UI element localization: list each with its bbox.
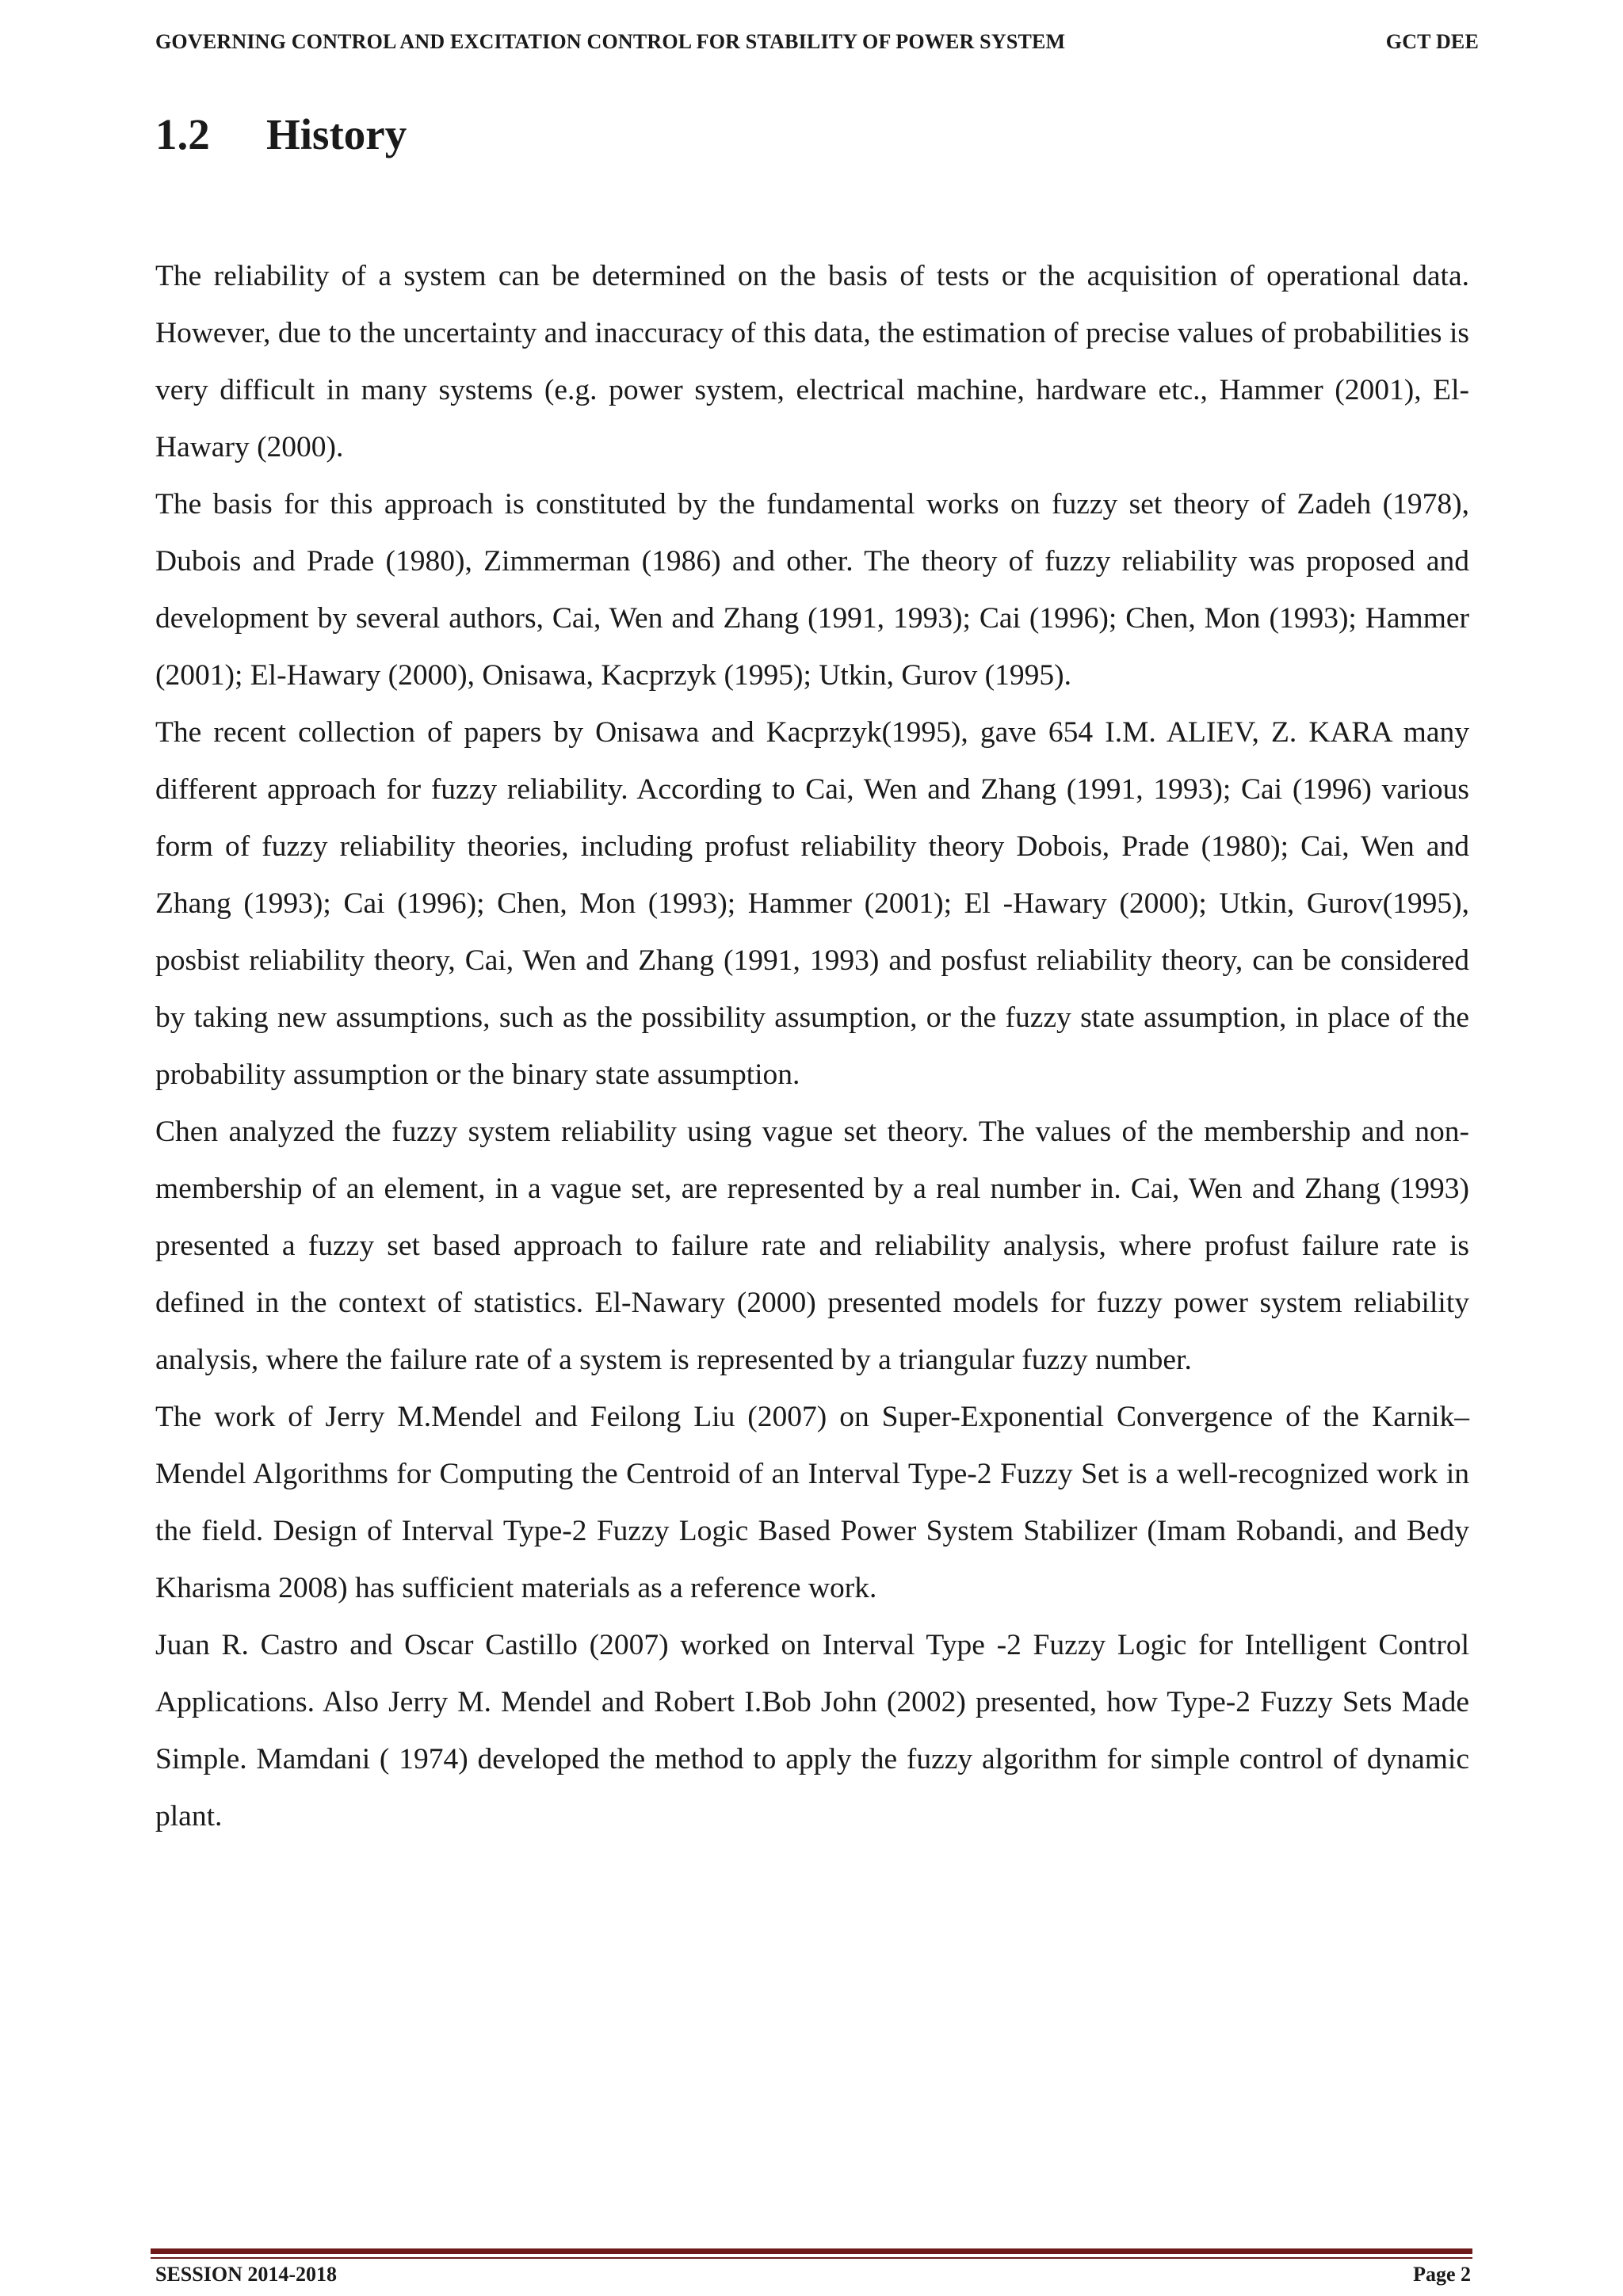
header-title: GOVERNING CONTROL AND EXCITATION CONTROL FOR STABILITY OF POWER SYSTEM [155,30,1066,53]
paragraph: Juan R. Castro and Oscar Castillo (2007) worked on Interval Type -2 Fuzzy Logic for Intelligent Control Applications. Also Jerry M. Mendel and Robert I.Bob John (2002) presented, how Type-2 Fuzzy Sets Made Simple. Mamdani ( 1974) developed the method to apply the fuzzy algorithm for simple control of dynamic plant. [155,1629,1469,1833]
header-department: GCT DEE [1385,30,1479,53]
footer-rule [151,2248,1472,2254]
section-number: 1.2 [155,110,210,158]
body-text [155,248,1469,1845]
paragraph: The work of Jerry M.Mendel and Feilong Liu (2007) on Super-Exponential Convergence of the Karnik–Mendel Algorithms for Computing the Centroid of an Interval Type-2 Fuzzy Set is a well-recognized work in the field. Design of Interval Type-2 Fuzzy Logic Based Power System Stabilizer (Imam Robandi, and Bedy Kharisma 2008) has sufficient materials as a reference work. [155,1401,1469,1604]
paragraph: Chen analyzed the fuzzy system reliability using vague set theory. The values of the membership and non-membership of an element, in a vague set, are represented by a real number in. Cai, Wen and Zhang (1993) presented a fuzzy set based approach to failure rate and reliability analysis, where profust failure rate is defined in the context of statistics. El-Nawary (2000) presented models for fuzzy power system reliability analysis, where the failure rate of a system is represented by a triangular fuzzy number. [155,1116,1469,1376]
page-footer [155,2263,1471,2290]
footer-page-number: Page 2 [1413,2263,1471,2286]
paragraph: The reliability of a system can be determined on the basis of tests or the acquisition of operational data. However, due to the uncertainty and inaccuracy of this data, the estimation of precise values of probabilities is very difficult in many systems (e.g. power system, electrical machine, hardware etc., Hammer (2001), El-Hawary (2000). [155,260,1469,463]
section-heading [155,109,407,159]
paragraph: The recent collection of papers by Onisawa and Kacprzyk(1995), gave 654 I.M. ALIEV, Z. KARA many different approach for fuzzy reliability. According to Cai, Wen and Zhang (1991, 1993); Cai (1996) various form of fuzzy reliability theories, including profust reliability theory Dobois, Prade (1980); Cai, Wen and Zhang (1993); Cai (1996); Chen, Mon (1993); Hammer (2001); El -Hawary (2000); Utkin, Gurov(1995), posbist reliability theory, Cai, Wen and Zhang (1991, 1993) and posfust reliability theory, can be considered by taking new assumptions, such as the possibility assumption, or the fuzzy state assumption, in place of the probability assumption or the binary state assumption. [155,716,1469,1091]
paragraph: The basis for this approach is constituted by the fundamental works on fuzzy set theory of Zadeh (1978), Dubois and Prade (1980), Zimmerman (1986) and other. The theory of fuzzy reliability was proposed and development by several authors, Cai, Wen and Zhang (1991, 1993); Cai (1996); Chen, Mon (1993); Hammer (2001); El-Hawary (2000), Onisawa, Kacprzyk (1995); Utkin, Gurov (1995). [155,488,1469,692]
footer-rule-thin [151,2257,1472,2259]
section-title: History [266,110,407,158]
page-header [155,30,1479,62]
footer-session: SESSION 2014-2018 [155,2263,337,2286]
